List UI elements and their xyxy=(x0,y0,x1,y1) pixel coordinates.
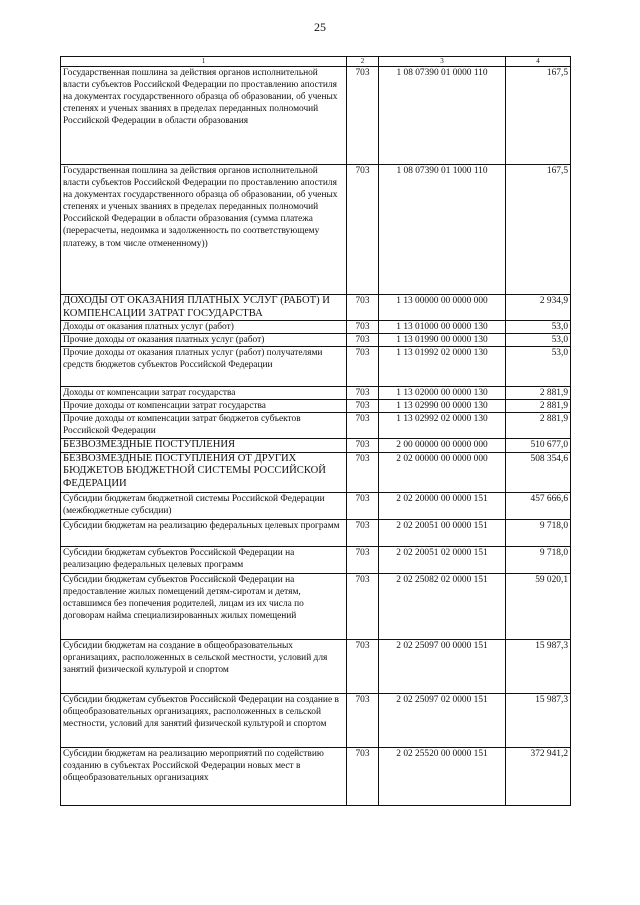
row-description: Субсидии бюджетам субъектов Российской Федерации на создание в общеобразовательных организациях, расположенных в сельской местности, условий для занятий физической культурой и спортом xyxy=(61,693,347,747)
row-description: Субсидии бюджетам бюджетной системы Российской Федерации (межбюджетные субсидии) xyxy=(61,492,347,519)
row-admin-code: 703 xyxy=(347,413,379,439)
row-budget-code: 2 02 00000 00 0000 000 xyxy=(379,452,506,492)
row-budget-code: 2 00 00000 00 0000 000 xyxy=(379,439,506,453)
row-admin-code: 703 xyxy=(347,387,379,400)
table-row xyxy=(61,334,571,347)
row-budget-code: 2 02 20051 02 0000 151 xyxy=(379,546,506,573)
row-amount: 59 020,1 xyxy=(506,573,571,639)
row-description: Государственная пошлина за действия органов исполнительной власти субъектов Российской Федерации по проставлению апостиля на документах государственного образца об образовании, об ученых степенях и ученых званиях в пределах переданных полномочий Российской Федерации в области образования (сумма платежа (перерасчеты, недоимка и задолженность по соответствующему платежу, в том числе отмененному)) xyxy=(61,165,347,295)
row-budget-code: 1 08 07390 01 0000 110 xyxy=(379,67,506,165)
table-row xyxy=(61,573,571,639)
row-admin-code: 703 xyxy=(347,693,379,747)
row-budget-code: 2 02 25097 02 0000 151 xyxy=(379,693,506,747)
row-admin-code: 703 xyxy=(347,492,379,519)
row-description: ДОХОДЫ ОТ ОКАЗАНИЯ ПЛАТНЫХ УСЛУГ (РАБОТ) И КОМПЕНСАЦИИ ЗАТРАТ ГОСУДАРСТВА xyxy=(61,295,347,321)
row-description: Прочие доходы от компенсации затрат бюджетов субъектов Российской Федерации xyxy=(61,413,347,439)
row-description: Прочие доходы от компенсации затрат государства xyxy=(61,400,347,413)
row-description: БЕЗВОЗМЕЗДНЫЕ ПОСТУПЛЕНИЯ ОТ ДРУГИХ БЮДЖЕТОВ БЮДЖЕТНОЙ СИСТЕМЫ РОССИЙСКОЙ ФЕДЕРАЦИИ xyxy=(61,452,347,492)
row-budget-code: 1 13 01990 00 0000 130 xyxy=(379,334,506,347)
row-budget-code: 2 02 25097 00 0000 151 xyxy=(379,639,506,693)
row-budget-code: 2 02 25520 00 0000 151 xyxy=(379,747,506,805)
row-description: Субсидии бюджетам субъектов Российской Федерации на предоставление жилых помещений детям-сиротам и детям, оставшимся без попечения родителей, лицам из их числа по договорам найма специализированных жилых помещений xyxy=(61,573,347,639)
row-amount: 510 677,0 xyxy=(506,439,571,453)
table-row xyxy=(61,519,571,546)
row-amount: 15 987,3 xyxy=(506,693,571,747)
row-admin-code: 703 xyxy=(347,165,379,295)
row-amount: 2 881,9 xyxy=(506,413,571,439)
table-row xyxy=(61,413,571,439)
row-budget-code: 1 13 02990 00 0000 130 xyxy=(379,400,506,413)
row-admin-code: 703 xyxy=(347,295,379,321)
table-row xyxy=(61,452,571,492)
row-description: Субсидии бюджетам на реализацию федеральных целевых программ xyxy=(61,519,347,546)
row-budget-code: 1 08 07390 01 1000 110 xyxy=(379,165,506,295)
row-budget-code: 2 02 25082 02 0000 151 xyxy=(379,573,506,639)
table-row xyxy=(61,747,571,805)
row-amount: 372 941,2 xyxy=(506,747,571,805)
row-admin-code: 703 xyxy=(347,67,379,165)
row-amount: 2 934,9 xyxy=(506,295,571,321)
row-description: Государственная пошлина за действия органов исполнительной власти субъектов Российской Федерации по проставлению апостиля на документах государственного образца об образовании, об ученых степенях и ученых званиях в пределах переданных полномочий Российской Федерации в области образования xyxy=(61,67,347,165)
row-admin-code: 703 xyxy=(347,639,379,693)
row-amount: 9 718,0 xyxy=(506,519,571,546)
column-header-4: 4 xyxy=(506,57,571,67)
row-admin-code: 703 xyxy=(347,573,379,639)
row-budget-code: 2 02 20000 00 0000 151 xyxy=(379,492,506,519)
table-row xyxy=(61,400,571,413)
row-amount: 15 987,3 xyxy=(506,639,571,693)
row-budget-code: 1 13 01000 00 0000 130 xyxy=(379,321,506,334)
row-admin-code: 703 xyxy=(347,347,379,387)
row-amount: 53,0 xyxy=(506,334,571,347)
column-header-1: 1 xyxy=(61,57,347,67)
column-header-2: 2 xyxy=(347,57,379,67)
table-row xyxy=(61,321,571,334)
table-row xyxy=(61,347,571,387)
row-admin-code: 703 xyxy=(347,334,379,347)
table-row xyxy=(61,639,571,693)
row-budget-code: 1 13 02000 00 0000 130 xyxy=(379,387,506,400)
row-description: Прочие доходы от оказания платных услуг (работ) получателями средств бюджетов субъектов Российской Федерации xyxy=(61,347,347,387)
table-row xyxy=(61,387,571,400)
table-header-row xyxy=(61,57,571,67)
table-row xyxy=(61,165,571,295)
row-amount: 167,5 xyxy=(506,67,571,165)
budget-revenue-table xyxy=(60,56,571,806)
table-row xyxy=(61,439,571,453)
row-admin-code: 703 xyxy=(347,321,379,334)
column-header-3: 3 xyxy=(379,57,506,67)
table-row xyxy=(61,492,571,519)
table-row xyxy=(61,546,571,573)
row-budget-code: 1 13 01992 02 0000 130 xyxy=(379,347,506,387)
row-amount: 508 354,6 xyxy=(506,452,571,492)
row-description: Субсидии бюджетам на создание в общеобразовательных организациях, расположенных в сельской местности, условий для занятий физической культурой и спортом xyxy=(61,639,347,693)
row-description: Доходы от оказания платных услуг (работ) xyxy=(61,321,347,334)
row-budget-code: 1 13 02992 02 0000 130 xyxy=(379,413,506,439)
row-amount: 457 666,6 xyxy=(506,492,571,519)
row-admin-code: 703 xyxy=(347,400,379,413)
row-description: Прочие доходы от оказания платных услуг (работ) xyxy=(61,334,347,347)
row-admin-code: 703 xyxy=(347,519,379,546)
page-number: 25 xyxy=(314,20,326,34)
row-amount: 2 881,9 xyxy=(506,400,571,413)
row-description: Доходы от компенсации затрат государства xyxy=(61,387,347,400)
table-row xyxy=(61,295,571,321)
row-admin-code: 703 xyxy=(347,439,379,453)
row-budget-code: 2 02 20051 00 0000 151 xyxy=(379,519,506,546)
row-description: Субсидии бюджетам субъектов Российской Федерации на реализацию федеральных целевых программ xyxy=(61,546,347,573)
row-admin-code: 703 xyxy=(347,747,379,805)
row-amount: 9 718,0 xyxy=(506,546,571,573)
row-amount: 53,0 xyxy=(506,347,571,387)
row-description: Субсидии бюджетам на реализацию мероприятий по содействию созданию в субъектах Российской Федерации новых мест в общеобразовательных организациях xyxy=(61,747,347,805)
row-admin-code: 703 xyxy=(347,452,379,492)
row-amount: 2 881,9 xyxy=(506,387,571,400)
row-budget-code: 1 13 00000 00 0000 000 xyxy=(379,295,506,321)
row-amount: 167,5 xyxy=(506,165,571,295)
table-row xyxy=(61,693,571,747)
row-admin-code: 703 xyxy=(347,546,379,573)
table-row xyxy=(61,67,571,165)
row-description: БЕЗВОЗМЕЗДНЫЕ ПОСТУПЛЕНИЯ xyxy=(61,439,347,453)
row-amount: 53,0 xyxy=(506,321,571,334)
